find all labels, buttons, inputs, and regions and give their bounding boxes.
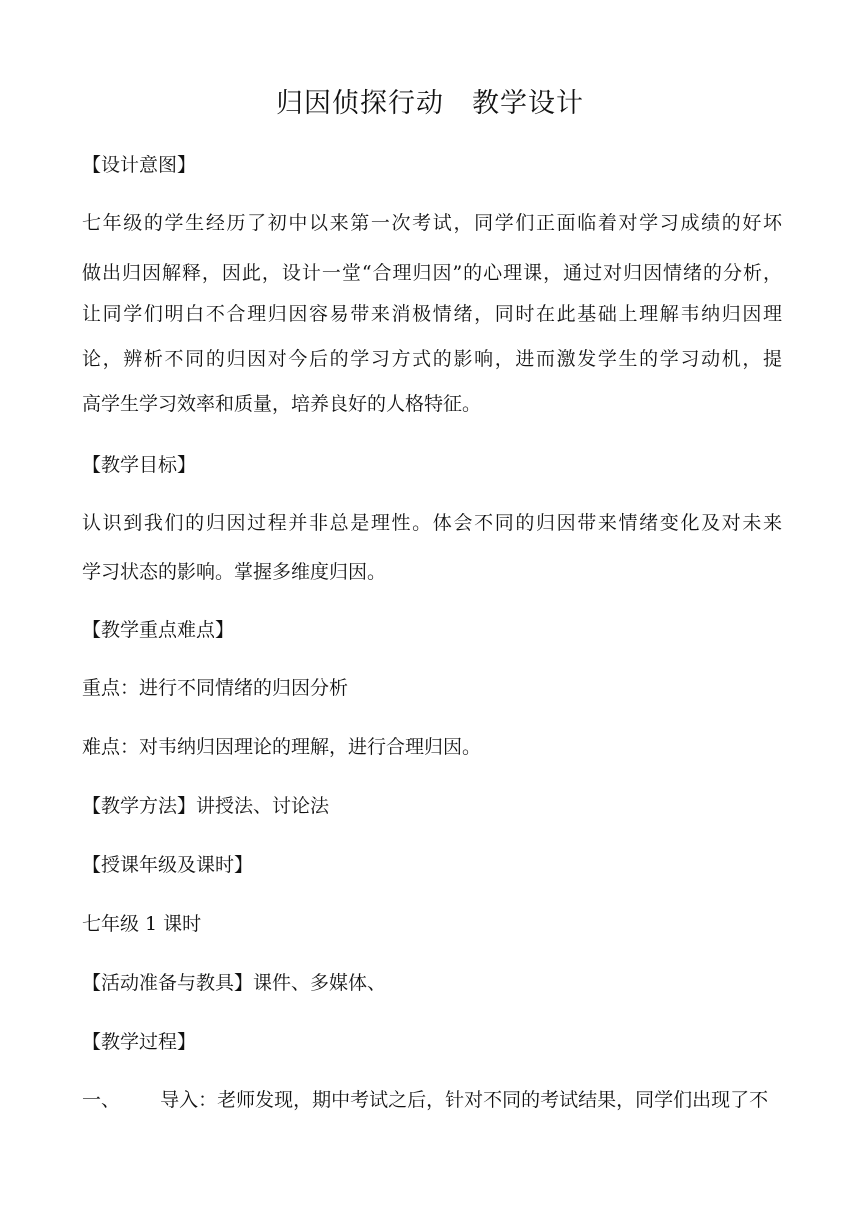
key-point-line: 重点：进行不同情绪的归因分析: [82, 677, 349, 699]
process-item-1-text: 导入：老师发现，期中考试之后，针对不同的考试结果，同学们出现了不: [160, 1089, 769, 1111]
design-intent-heading: 【设计意图】: [82, 154, 197, 176]
design-intent-line-2: 做出归因解释，因此，设计一堂“合理归因”的心理课，通过对归因情绪的分析，: [82, 262, 782, 284]
grade-hours-line: 七年级 1 课时: [82, 913, 202, 935]
document-title: 归因侦探行动 教学设计: [276, 88, 584, 119]
design-intent-line-4: 论，辨析不同的归因对今后的学习方式的影响，进而激发学生的学习动机，提: [82, 348, 782, 370]
teaching-goals-line-2: 学习状态的影响。掌握多维度归因。: [82, 561, 387, 583]
process-item-1: [82, 1085, 782, 1115]
teaching-methods-line: 【教学方法】讲授法、讨论法: [82, 795, 330, 817]
grade-hours-heading: 【授课年级及课时】: [82, 854, 254, 876]
teaching-goals-line-1: 认识到我们的归因过程并非总是理性。体会不同的归因带来情绪变化及对未来: [82, 512, 782, 534]
preparation-line: 【活动准备与教具】课件、多媒体、: [82, 972, 387, 994]
teaching-process-heading: 【教学过程】: [82, 1031, 197, 1053]
key-points-heading: 【教学重点难点】: [82, 619, 235, 641]
difficulty-line: 难点：对韦纳归因理论的理解，进行合理归因。: [82, 736, 482, 758]
design-intent-line-3: 让同学们明白不合理归因容易带来消极情绪，同时在此基础上理解韦纳归因理: [82, 303, 782, 325]
design-intent-line-1: 七年级的学生经历了初中以来第一次考试，同学们正面临着对学习成绩的好坏: [82, 212, 782, 234]
process-item-1-number: 一、: [82, 1089, 121, 1111]
design-intent-line-5: 高学生学习效率和质量，培养良好的人格特征。: [82, 393, 482, 415]
teaching-goals-heading: 【教学目标】: [82, 454, 197, 476]
